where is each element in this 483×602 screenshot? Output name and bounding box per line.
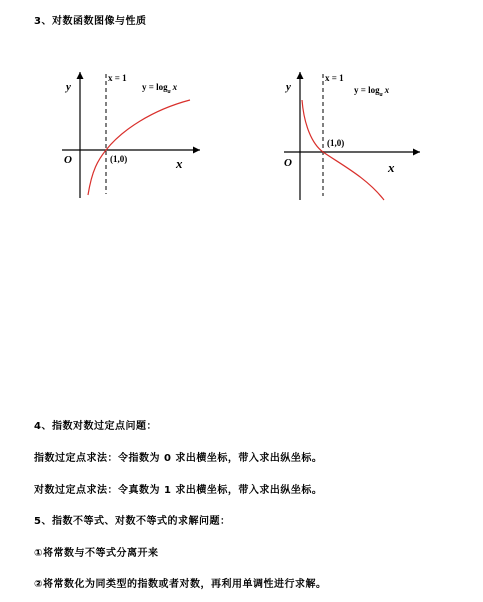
point-label: (1,0) (110, 154, 128, 164)
function-label: $y = \log_a x$ (142, 82, 178, 95)
section-5-step-2: ②将常数化为同类型的指数或者对数，再利用单调性进行求解。 (34, 579, 327, 590)
y-axis-label: y (286, 81, 291, 93)
log-fixed-point-method: 对数过定点求法：令真数为 1 求出横坐标，带入求出纵坐标。 (34, 485, 323, 496)
section-4-heading: 4、指数对数过定点问题： (34, 421, 157, 432)
x-axis-label: x (176, 156, 183, 171)
function-label: $y = \log_a x$ (354, 85, 390, 98)
log-curve (302, 100, 384, 200)
log-graph-increasing (52, 60, 202, 200)
log-graph-decreasing (272, 60, 422, 205)
asymptote-label: x = 1 (325, 73, 344, 83)
section-5-step-1: ①将常数与不等式分离开来 (34, 548, 159, 559)
log-curve (88, 100, 190, 195)
point-label: (1,0) (327, 138, 345, 148)
section-5-heading: 5、指数不等式、对数不等式的求解问题： (34, 516, 231, 527)
origin-label: O (64, 154, 72, 166)
section-3-heading: 3、对数函数图像与性质 (34, 16, 147, 27)
exp-fixed-point-method: 指数过定点求法：令指数为 0 求出横坐标，带入求出纵坐标。 (34, 453, 323, 464)
y-axis-label: y (66, 81, 71, 93)
x-axis-label: x (388, 160, 395, 175)
asymptote-label: x = 1 (108, 73, 127, 83)
origin-label: O (284, 157, 292, 169)
